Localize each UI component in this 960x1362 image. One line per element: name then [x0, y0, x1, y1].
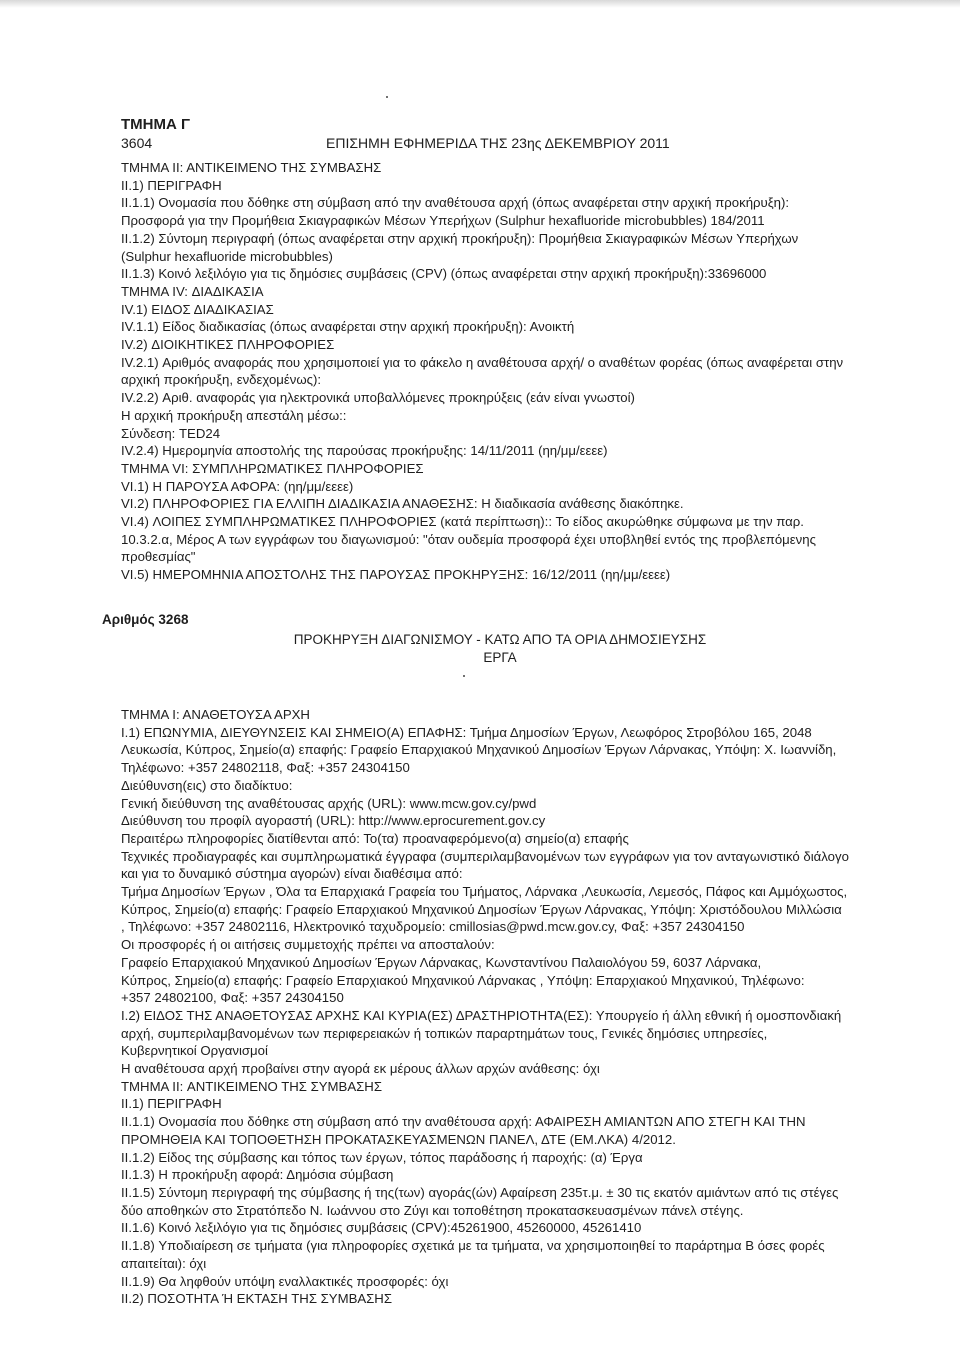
- text-line: Προσφορά για την Προμήθεια Σκιαγραφικών Μέσων Υπερήχων (Sulphur hexafluoride microbubbles) 184/2011: [121, 213, 765, 229]
- text-line: II.1.2) Σύντομη περιγραφή (όπως αναφέρεται στην αρχική προκήρυξη): Προμήθεια Σκιαγραφικών Μέσων Υπερήχων: [121, 230, 799, 246]
- text-line: VI.1) Η ΠΑΡΟΥΣΑ ΑΦΟΡΑ: (ηη/μμ/εεεε): [121, 478, 354, 494]
- text-line: II.1.3) Η προκήρυξη αφορά: Δημόσια σύμβαση: [121, 1167, 394, 1183]
- text-line: Η αρχική προκήρυξη απεστάλη μέσω::: [121, 407, 347, 423]
- text-line: Κυβερνητικοί Οργανισμοί: [121, 1043, 268, 1059]
- text-line: (Sulphur hexafluoride microbubbles): [121, 248, 333, 264]
- text-line: ΤΜΗΜΑ II: ΑΝΤΙΚΕΙΜΕΝΟ ΤΗΣ ΣΥΜΒΑΣΗΣ: [121, 1078, 382, 1094]
- text-line: Κύπρος, Σημείο(α) επαφής: Γραφείο Επαρχιακού Μηχανικού Δημοσίων Έργων Λάρνακας, Υπόψη: Χριστόδουλου Μιλλώσια: [121, 901, 842, 917]
- notice-number: Αριθμός 3268: [102, 612, 189, 627]
- text-line: απαιτείται): όχι: [121, 1255, 207, 1271]
- text-line: II.1) ΠΕΡΙΓΡΑΦΗ: [121, 177, 222, 193]
- text-line: II.1) ΠΕΡΙΓΡΑΦΗ: [121, 1096, 222, 1112]
- text-line: II.1.6) Κοινό λεξιλόγιο για τις δημόσιες συμβάσεις (CPV):45261900, 45260000, 45261410: [121, 1220, 642, 1236]
- text-line: II.1.5) Σύντομη περιγραφή της σύμβασης ή της(των) αγοράς(ών) Αφαίρεση 235τ.μ. ± 30 τις εκατόν αμιάντων από τις στέγες: [121, 1184, 839, 1200]
- text-line: IV.2.1) Αριθμός αναφοράς που χρησιμοποιεί για το φάκελο η αναθέτουσα αρχή/ ο αναθέτων φορέας (όπως αναφέρεται στην: [121, 354, 844, 370]
- text-line: αρχή, συμπεριλαμβανομένων των περιφερειακών ή τοπικών παραρτημάτων τους, Γενικές δημόσιες υπηρεσίες,: [121, 1025, 768, 1041]
- text-line: VI.2) ΠΛΗΡΟΦΟΡΙΕΣ ΓΙΑ ΕΛΛΙΠΗ ΔΙΑΔΙΚΑΣΙΑ ΑΝΑΘΕΣΗΣ: Η διαδικασία ανάθεσης διακόπηκε.: [121, 496, 684, 512]
- text-line: Τηλέφωνο: +357 24802118, Φαξ: +357 24304150: [121, 760, 410, 776]
- text-line: II.1.1) Ονομασία που δόθηκε στη σύμβαση από την αναθέτουσα αρχή (όπως αναφέρεται στην αρχική προκήρυξη):: [121, 195, 790, 211]
- text-line: Τμήμα Δημοσίων Έργων , Όλα τα Επαρχιακά Γραφεία του Τμήματος, Λάρνακα ,Λευκωσία, Λεμεσός, Πάφος και Αμμόχωστος,: [121, 884, 848, 900]
- scan-speck: [463, 675, 465, 677]
- notice-title: ΠΡΟΚΗΡΥΞΗ ΔΙΑΓΩΝΙΣΜΟΥ - ΚΑΤΩ ΑΠΟ ΤΑ ΟΡΙΑ ΔΗΜΟΣΙΕΥΣΗΣ: [293, 632, 707, 647]
- text-line: II.1.9) Θα ληφθούν υπόψη εναλλακτικές προσφορές: όχι: [121, 1273, 449, 1289]
- text-line: IV.2.2) Αριθ. αναφοράς για ηλεκτρονικά υποβαλλόμενες προκηρύξεις (εάν είναι γνωστοί): [121, 390, 635, 406]
- text-line: II.1.3) Κοινό λεξιλόγιο για τις δημόσιες συμβάσεις (CPV) (όπως αναφέρεται στην αρχική προκήρυξη):33696000: [121, 266, 767, 282]
- text-line: +357 24802100, Φαξ: +357 24304150: [121, 990, 344, 1006]
- scan-speck: [386, 96, 388, 98]
- text-line: I.1) ΕΠΩΝΥΜΙΑ, ΔΙΕΥΘΥΝΣΕΙΣ ΚΑΙ ΣΗΜΕΙΟ(Α) ΕΠΑΦΗΣ: Τμήμα Δημοσίων Έργων, Λεωφόρος Στροβόλου 165, 2048: [121, 724, 812, 740]
- scan-edge-shadow: [0, 0, 960, 8]
- text-line: Λευκωσία, Κύπρος, Σημείο(α) επαφής: Γραφείο Επαρχιακού Μηχανικού Δημοσίων Έργων Λάρνακας, Υπόψη: Χ. Ιωαννίδη,: [121, 742, 837, 758]
- text-line: II.1.8) Υποδιαίρεση σε τμήματα (για πληροφορίες σχετικά με τα τμήματα, να χρησιμοποιηθεί το παράρτημα Β όσες φορές: [121, 1238, 825, 1254]
- text-line: δύο αποθηκών στο Στρατόπεδο Ν. Ιωάννου στο Ζύγι και τοποθέτηση προκατασκευασμένων πάνελ στέγης.: [121, 1202, 744, 1218]
- text-line: Σύνδεση: TED24: [121, 425, 221, 441]
- text-line: IV.1.1) Είδος διαδικασίας (όπως αναφέρεται στην αρχική προκήρυξη): Ανοικτή: [121, 319, 575, 335]
- text-line: Διεύθυνση του προφίλ αγοραστή (URL): http://www.eprocurement.gov.cy: [121, 813, 546, 829]
- notice-category: ΕΡΓΑ: [483, 650, 517, 665]
- text-line: 10.3.2.α, Μέρος Α των εγγράφων του διαγωνισμού: "όταν ουδεμία προσφορά έχει υποβληθεί εντός της προβλεπόμενης: [121, 531, 816, 547]
- text-line: αρχική προκήρυξη, ενδεχομένως):: [121, 372, 322, 388]
- text-line: II.2) ΠΟΣΟΤΗΤΑ Ή ΕΚΤΑΣΗ ΤΗΣ ΣΥΜΒΑΣΗΣ: [121, 1291, 392, 1307]
- text-line: II.1.2) Είδος της σύμβασης και τόπος των έργων, τόπος παράδοσης ή παροχής: (α) Έργα: [121, 1149, 643, 1165]
- text-line: προθεσμίας": [121, 549, 196, 565]
- text-line: Γενική διεύθυνση της αναθέτουσας αρχής (URL): www.mcw.gov.cy/pwd: [121, 795, 537, 811]
- notice-continuation: [121, 159, 866, 584]
- text-line: VI.5) ΗΜΕΡΟΜΗΝΙΑ ΑΠΟΣΤΟΛΗΣ ΤΗΣ ΠΑΡΟΥΣΑΣ ΠΡΟΚΗΡΥΞΗΣ: 16/12/2011 (ηη/μμ/εεεε): [121, 567, 671, 583]
- text-line: Περαιτέρω πληροφορίες διατίθενται από: Το(τα) προαναφερόμενο(α) σημείο(α) επαφής: [121, 830, 629, 846]
- tender-notice-body: [121, 706, 866, 1308]
- text-line: ΤΜΗΜΑ IV: ΔΙΑΔΙΚΑΣΙΑ: [121, 283, 264, 299]
- text-line: IV.2) ΔΙΟΙΚΗΤΙΚΕΣ ΠΛΗΡΟΦΟΡΙΕΣ: [121, 337, 335, 353]
- text-line: Κύπρος, Σημείο(α) επαφής: Γραφείο Επαρχιακού Μηχανικού Λάρνακας , Υπόψη: Επαρχιακού Μηχανικού, Τηλέφωνο:: [121, 972, 805, 988]
- text-line: και για το δυναμικό σύστημα αγορών) είναι διαθέσιμα από:: [121, 866, 463, 882]
- text-line: IV.2.4) Ημερομηνία αποστολής της παρούσας προκήρυξης: 14/11/2011 (ηη/μμ/εεεε): [121, 443, 608, 459]
- text-line: Τεχνικές προδιαγραφές και συμπληρωματικά έγγραφα (συμπεριλαμβανομένων των εγγράφων για τον ανταγωνιστικό διάλογο: [121, 848, 849, 864]
- page-number: 3604: [121, 135, 153, 151]
- section-header: ΤΜΗΜΑ Γ: [121, 116, 191, 133]
- text-line: II.1.1) Ονομασία που δόθηκε στη σύμβαση από την αναθέτουσα αρχή: ΑΦΑΙΡΕΣΗ ΑΜΙΑΝΤΩΝ ΑΠΟ ΣΤΕΓΗ ΚΑΙ ΤΗΝ: [121, 1114, 806, 1130]
- text-line: IV.1) ΕΙΔΟΣ ΔΙΑΔΙΚΑΣΙΑΣ: [121, 301, 274, 317]
- text-line: Οι προσφορές ή οι αιτήσεις συμμετοχής πρέπει να αποσταλούν:: [121, 937, 495, 953]
- journal-title: ΕΠΙΣΗΜΗ ΕΦΗΜΕΡΙΔΑ ΤΗΣ 23ης ΔΕΚΕΜΒΡΙΟΥ 2011: [326, 135, 670, 151]
- text-line: VI.4) ΛΟΙΠΕΣ ΣΥΜΠΛΗΡΩΜΑΤΙΚΕΣ ΠΛΗΡΟΦΟΡΙΕΣ (κατά περίπτωση):: Το είδος ακυρώθηκε σύμφωνα με την παρ.: [121, 514, 804, 530]
- text-line: I.2) ΕΙΔΟΣ ΤΗΣ ΑΝΑΘΕΤΟΥΣΑΣ ΑΡΧΗΣ ΚΑΙ ΚΥΡΙΑ(ΕΣ) ΔΡΑΣΤΗΡΙΟΤΗΤΑ(ΕΣ): Υπουργείο ή άλλη εθνική ή ομοσπονδιακή: [121, 1007, 842, 1023]
- text-line: ΤΜΗΜΑ Ι: ΑΝΑΘΕΤΟΥΣΑ ΑΡΧΗ: [121, 707, 310, 722]
- text-line: ΤΜΗΜΑ VI: ΣΥΜΠΛΗΡΩΜΑΤΙΚΕΣ ΠΛΗΡΟΦΟΡΙΕΣ: [121, 460, 424, 476]
- text-line: Γραφείο Επαρχιακού Μηχανικού Δημοσίων Έργων Λάρνακας, Κωνσταντίνου Παλαιολόγου 59, 6037 Λάρνακα,: [121, 954, 762, 970]
- text-line: ΠΡΟΜΗΘΕΙΑ ΚΑΙ ΤΟΠΟΘΕΤΗΣΗ ΠΡΟΚΑΤΑΣΚΕΥΑΣΜΕΝΩΝ ΠΑΝΕΛ, ΔΤΕ (ΕΜ.ΛΚΑ) 4/2012.: [121, 1131, 676, 1147]
- text-line: ΤΜΗΜΑ ΙΙ: ΑΝΤΙΚΕΙΜΕΝΟ ΤΗΣ ΣΥΜΒΑΣΗΣ: [121, 160, 382, 175]
- text-line: , Τηλέφωνο: +357 24802116, Ηλεκτρονικό ταχυδρομείο: cmillosias@pwd.mcw.gov.cy, Φαξ: +357 24304150: [121, 919, 745, 935]
- text-line: Διεύθυνση(εις) στο διαδίκτυο:: [121, 777, 293, 793]
- text-line: Η αναθέτουσα αρχή προβαίνει στην αγορά εκ μέρους άλλων αρχών ανάθεσης: όχι: [121, 1061, 600, 1077]
